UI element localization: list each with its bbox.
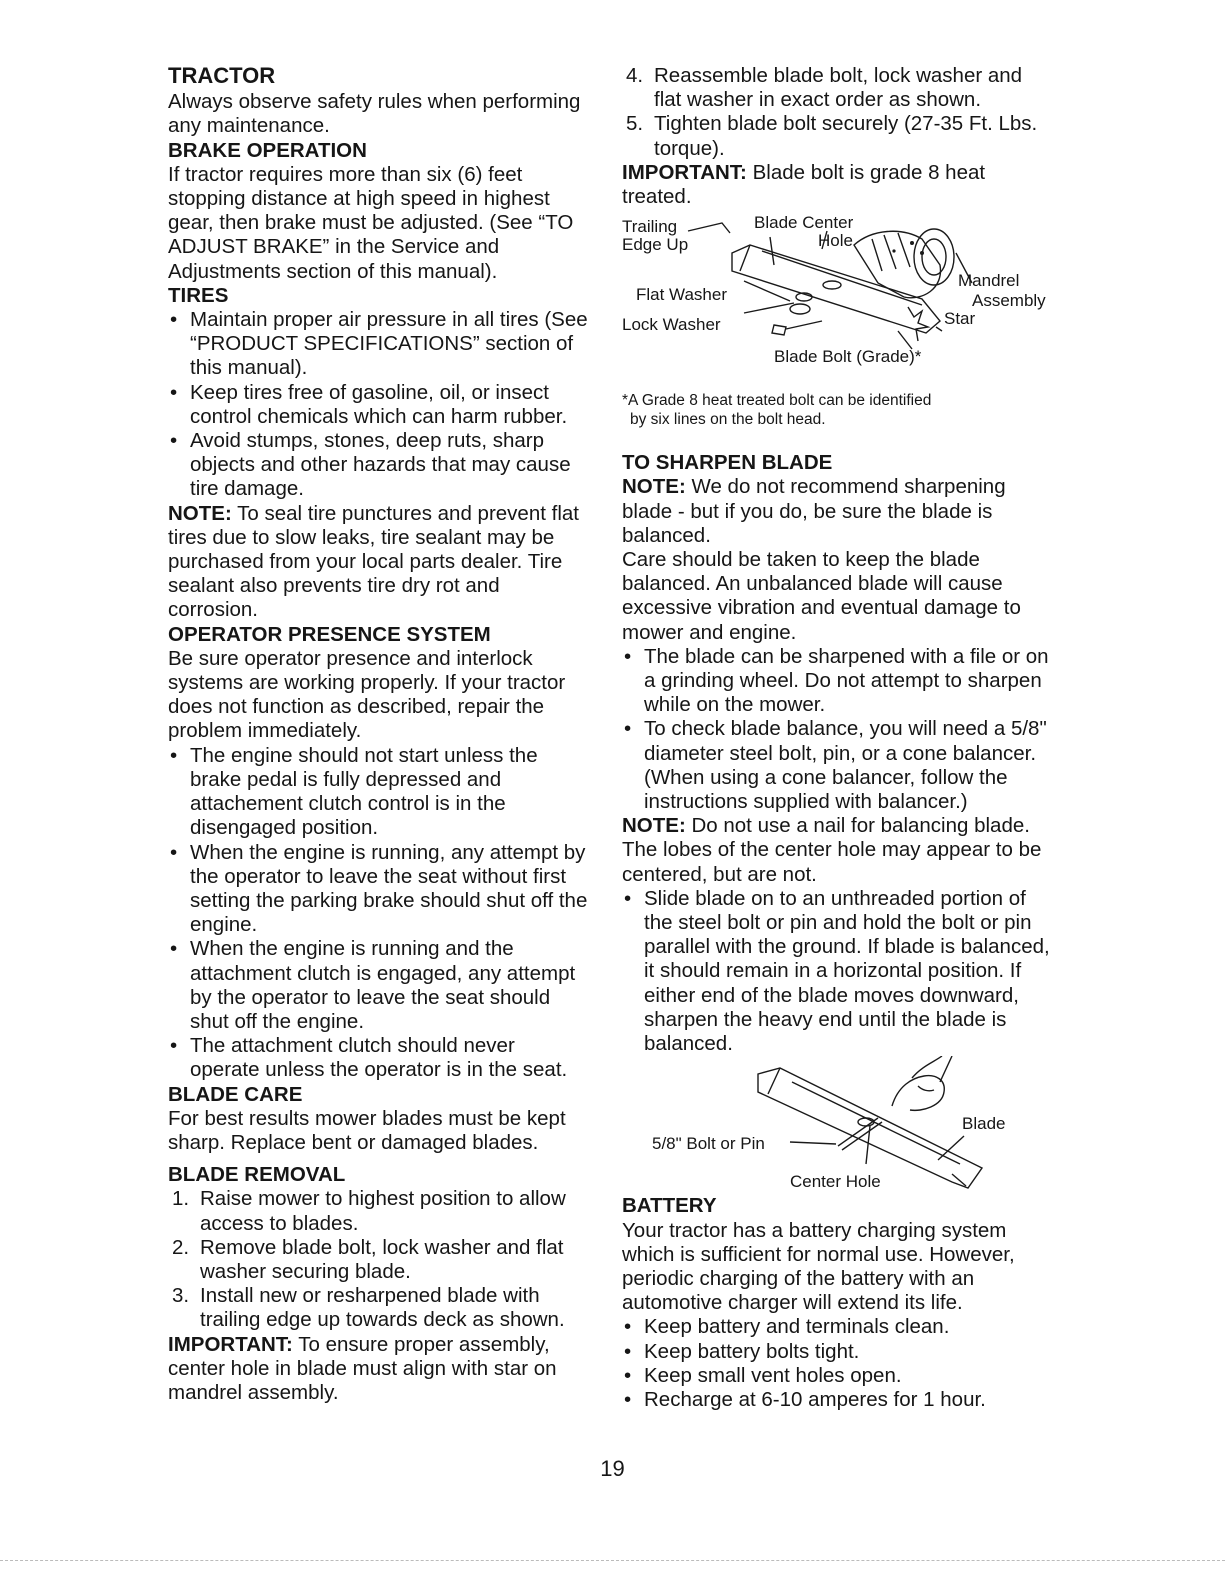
list-item: • Keep tires free of gasoline, oil, or insect control chemicals which can harm rubber. bbox=[168, 381, 588, 429]
assembly-label: Assembly bbox=[972, 291, 1046, 311]
important-label: IMPORTANT: bbox=[168, 1332, 293, 1356]
tires-note bbox=[168, 502, 588, 623]
list-item: • Maintain proper air pressure in all tires (See “PRODUCT SPECIFICATIONS” section of this manual). bbox=[168, 308, 588, 381]
footnote-line: *A Grade 8 heat treated bolt can be identified bbox=[622, 392, 932, 410]
balance-note bbox=[622, 814, 1052, 887]
list-item: • When the engine is running and the attachment clutch is engaged, any attempt by the operator to leave the seat should shut off the engine. bbox=[168, 937, 588, 1034]
important-text: Blade bolt is grade 8 heat treated. bbox=[622, 160, 986, 209]
important-text: To ensure proper assembly, center hole in blade must align with star on mandrel assembly. bbox=[168, 1332, 557, 1404]
tires-list bbox=[168, 308, 588, 502]
list-item: • Recharge at 6-10 amperes for 1 hour. bbox=[622, 1388, 1052, 1412]
list-item: • Avoid stumps, stones, deep ruts, sharp objects and other hazards that may cause tire damage. bbox=[168, 429, 588, 502]
note-text: Do not use a nail for balancing blade. The lobes of the center hole may appear to be centered, but are not. bbox=[622, 814, 1042, 886]
battery-heading: BATTERY bbox=[622, 1194, 717, 1218]
balance-list bbox=[622, 887, 1052, 1056]
edge-up-label: Edge Up bbox=[622, 235, 689, 255]
important-note bbox=[168, 1333, 588, 1406]
note-label: NOTE: bbox=[168, 501, 232, 525]
list-item: • Slide blade on to an unthreaded portion of the steel bolt or pin and hold the bolt or pin parallel with the ground. If blade is balanced, it should remain in a horizontal position. If either end of the blade moves downward, sharpen the heavy end until the blade is balanced. bbox=[622, 887, 1052, 1056]
blade-removal-heading: BLADE REMOVAL bbox=[168, 1163, 346, 1187]
note-label: NOTE: bbox=[622, 475, 686, 499]
list-item bbox=[168, 1284, 588, 1332]
blade-label: Blade bbox=[962, 1114, 1006, 1134]
blade-center-label: Blade Center bbox=[754, 213, 854, 233]
star-label: Star bbox=[944, 309, 976, 329]
blade-balance-figure bbox=[622, 1056, 1062, 1206]
step-text: Tighten blade bolt securely (27-35 Ft. Lbs. torque). bbox=[654, 112, 1038, 160]
right-column bbox=[622, 64, 1052, 1412]
important-label: IMPORTANT: bbox=[622, 160, 747, 184]
list-item bbox=[168, 1187, 588, 1235]
list-item bbox=[622, 112, 1052, 160]
hole-label: Hole bbox=[818, 231, 853, 251]
bottom-scan-edge bbox=[0, 1560, 1225, 1561]
tractor-text: Always observe safety rules when performing any maintenance. bbox=[168, 90, 581, 138]
list-item: • The engine should not start unless the brake pedal is fully depressed and attachement clutch control is in the disengaged position. bbox=[168, 744, 588, 841]
step-text: Remove blade bolt, lock washer and flat washer securing blade. bbox=[200, 1235, 564, 1283]
step-number: 4. bbox=[626, 64, 644, 87]
tires-heading: TIRES bbox=[168, 283, 229, 307]
note-text: To seal tire punctures and prevent flat tires due to slow leaks, tire sealant may be purchased from your local parts dealer. Tire sealant also prevents tire dry rot and corrosion. bbox=[168, 501, 579, 622]
tractor-heading: TRACTOR bbox=[168, 63, 276, 88]
ops-list bbox=[168, 744, 588, 1083]
step-text: Install new or resharpened blade with trailing edge up towards deck as shown. bbox=[200, 1284, 565, 1332]
step-number: 3. bbox=[172, 1284, 190, 1308]
footnote-line: by six lines on the bolt head. bbox=[630, 411, 826, 429]
blade-care-heading: BLADE CARE bbox=[168, 1082, 303, 1106]
battery-text: Your tractor has a battery charging system which is sufficient for normal use. However, periodic charging of the battery with an automotive charger will extend its life. bbox=[622, 1218, 1015, 1315]
important-note bbox=[622, 161, 1052, 209]
note-text: We do not recommend sharpening blade - but if you do, be sure the blade is balanced. bbox=[622, 475, 1006, 547]
list-item: • When the engine is running, any attempt by the operator to leave the seat without first setting the parking brake should shut off the engine. bbox=[168, 841, 588, 938]
sharpen-list bbox=[622, 645, 1052, 814]
sharpen-text: Care should be taken to keep the blade balanced. An unbalanced blade will cause excessive vibration and eventual damage to mower and engine. bbox=[622, 548, 1021, 644]
grade-footnote bbox=[622, 391, 1052, 429]
list-item bbox=[622, 64, 1052, 112]
list-item: • Keep small vent holes open. bbox=[622, 1364, 1052, 1388]
removal-steps bbox=[168, 1187, 588, 1332]
trailing-label: Trailing bbox=[622, 217, 678, 237]
list-item: • The attachment clutch should never operate unless the operator is in the seat. bbox=[168, 1034, 588, 1082]
list-item: • Keep battery and terminals clean. bbox=[622, 1315, 1052, 1339]
bolt-pin-label: 5/8" Bolt or Pin bbox=[652, 1134, 765, 1154]
ops-text: Be sure operator presence and interlock systems are working properly. If your tractor does not function as described, repair the problem immediately. bbox=[168, 646, 566, 743]
list-item: • To check blade balance, you will need a 5/8" diameter steel bolt, pin, or a cone balancer. (When using a cone balancer, follow the instructions supplied with balancer.) bbox=[622, 717, 1052, 814]
step-number: 1. bbox=[172, 1187, 190, 1211]
list-item: • Keep battery bolts tight. bbox=[622, 1340, 1052, 1364]
step-text: Reassemble blade bolt, lock washer and flat washer in exact order as shown. bbox=[654, 64, 1023, 112]
note-label: NOTE: bbox=[622, 814, 686, 838]
blade-care-text: For best results mower blades must be kept sharp. Replace bent or damaged blades. bbox=[168, 1106, 566, 1154]
step-number: 5. bbox=[626, 112, 644, 136]
lock-washer-label: Lock Washer bbox=[622, 315, 721, 335]
removal-steps-continued bbox=[622, 64, 1052, 161]
sharpen-heading: TO SHARPEN BLADE bbox=[622, 451, 833, 475]
step-text: Raise mower to highest position to allow access to blades. bbox=[200, 1187, 566, 1235]
blade-bolt-label: Blade Bolt (Grade)* bbox=[774, 347, 922, 367]
center-hole-label: Center Hole bbox=[790, 1172, 881, 1192]
list-item: • The blade can be sharpened with a file or on a grinding wheel. Do not attempt to sharpen while on the mower. bbox=[622, 645, 1052, 718]
page-number: 19 bbox=[600, 1456, 625, 1481]
blade-assembly-figure bbox=[622, 209, 1062, 387]
mandrel-label: Mandrel bbox=[958, 271, 1020, 291]
step-number: 2. bbox=[172, 1235, 190, 1259]
brake-heading: BRAKE OPERATION bbox=[168, 138, 367, 162]
list-item bbox=[168, 1236, 588, 1284]
left-column bbox=[168, 64, 588, 1405]
flat-washer-label: Flat Washer bbox=[636, 285, 728, 305]
ops-heading: OPERATOR PRESENCE SYSTEM bbox=[168, 622, 491, 646]
sharpen-note bbox=[622, 475, 1052, 548]
brake-text: If tractor requires more than six (6) feet stopping distance at high speed in highest gear, then brake must be adjusted. (See “TO ADJUST BRAKE” in the Service and Adjustments section of this manual). bbox=[168, 162, 574, 283]
battery-list bbox=[622, 1315, 1052, 1412]
